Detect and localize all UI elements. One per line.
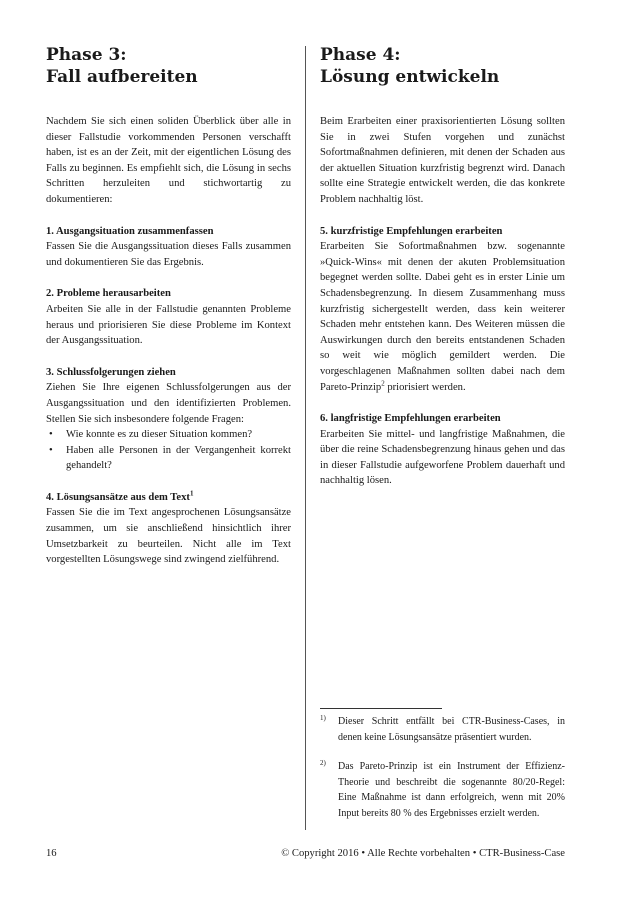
list-item-text: Haben alle Personen in der Vergangenheit korrekt gehandelt?	[66, 444, 291, 472]
footnote-2-mark: 2)	[320, 759, 326, 768]
page-number: 16	[46, 848, 57, 859]
footnote-2	[320, 759, 565, 821]
section-4-text: Fassen Sie die im Text angesprochenen Lösungsansätze zusammen, um sie anschließend hinsichtlich ihrer Umsetzbarkeit zu beurteilen. Nicht alle im Text vorgestellten Lösungswege sind zwingend zielführend.	[46, 507, 291, 566]
section-2-title: 2. Probleme herausarbeiten	[46, 288, 171, 300]
phase-3-heading	[46, 44, 291, 88]
footnote-ref-2[interactable]: 2	[381, 378, 385, 387]
copyright-notice: © Copyright 2016 • Alle Rechte vorbehalten • CTR-Business-Case	[281, 848, 565, 859]
phase-4-heading	[320, 44, 565, 88]
section-3	[46, 365, 291, 474]
list-item	[46, 443, 291, 474]
section-6	[320, 411, 565, 489]
footnote-ref-1[interactable]: 1	[189, 489, 194, 498]
list-item	[46, 427, 291, 443]
section-6-text: Erarbeiten Sie mittel- und langfristige Maßnahmen, die über die reine Schadensbegrenzung hinaus gehen und das in dieser Fallstudie aufgeworfene Problem dauerhaft und nachhaltig lösen.	[320, 428, 565, 487]
section-5-text-end: priorisiert werden.	[384, 381, 466, 393]
phase-3-intro: Nachdem Sie sich einen soliden Überblick über alle in dieser Fallstudie vorkommenden Personen verschafft haben, ist es an der Zeit, mit der eigentlichen Lösung des Falls zu beginnen. Es empfiehlt sich, die Lösung in sechs Schritten herzuleiten und stichwortartig zu dokumentieren:	[46, 116, 291, 205]
section-3-question-list	[46, 427, 291, 474]
right-column	[320, 44, 565, 489]
section-4-title-text: 4. Lösungsansätze aus dem Text	[46, 491, 190, 503]
section-3-title: 3. Schlussfolgerungen ziehen	[46, 366, 176, 378]
phase-4-title: Phase 4:	[320, 45, 401, 65]
section-2	[46, 286, 291, 348]
footnotes	[320, 712, 565, 822]
section-2-text: Arbeiten Sie alle in der Fallstudie genannten Probleme heraus und priorisieren Sie diese Probleme im Kontext der Ausgangssituation.	[46, 303, 291, 347]
section-3-text: Ziehen Sie Ihre eigenen Schlussfolgerungen aus der Ausgangssituation und den identifizierten Problemen. Stellen Sie sich insbesondere folgende Fragen:	[46, 382, 291, 425]
section-1-title: 1. Ausgangsituation zusammenfassen	[46, 225, 214, 237]
bullet-icon: •	[49, 444, 53, 456]
phase-3-subtitle: Fall aufbereiten	[46, 67, 198, 87]
section-4-title	[46, 490, 291, 506]
section-5-text	[320, 239, 565, 395]
section-1	[46, 224, 291, 271]
section-5-title: 5. kurzfristige Empfehlungen erarbeiten	[320, 225, 503, 237]
footnote-2-text: Das Pareto-Prinzip ist ein Instrument der Effizienz-Theorie und beschreibt die sogenannte 80/20-Regel: Eine Maßnahme ist dann erfolgreich, wenn mit 20% Input bereits 80 % des Ergebnisses erzielt werden.	[338, 761, 565, 819]
footnote-1-text: Dieser Schritt entfällt bei CTR-Business-Cases, in denen keine Lösungsansätze präsentiert wurden.	[338, 716, 565, 743]
section-4	[46, 490, 291, 568]
column-divider	[305, 46, 306, 830]
footnote-separator	[320, 708, 442, 709]
section-5	[320, 224, 565, 396]
section-6-title: 6. langfristige Empfehlungen erarbeiten	[320, 413, 501, 425]
phase-4-subtitle: Lösung entwickeln	[320, 67, 500, 87]
section-5-text-main: Erarbeiten Sie Sofortmaßnahmen bzw. sogenannte »Quick-Wins« mit denen der akuten Problemsituation begegnet werden sollte. Dabei geht es in erster Linie um Schadensbegrenzung. In diesem Zusammenhang muss kurzfristig sichergestellt werden, dass kein weiterer Schaden mehr entstehen kann. Des Weiteren müssen die Auswirkungen durch den bereits entstandenen Schaden so weit wie möglich gemildert werden. Die vorgeschlagenen Maßnahmen sollten dabei nach dem Pareto-Prinzip	[320, 241, 565, 393]
bullet-icon: •	[49, 429, 53, 441]
phase-4-intro: Beim Erarbeiten einer praxisorientierten Lösung sollten Sie in zwei Stufen vorgehen und zunächst Sofortmaßnahmen definieren, mit denen der Schaden aus der aktuellen Situation kurzfristig begrenzt wird. Danach sollte eine Strategie entwickelt werden, die das konkrete Problem nachhaltig löst.	[320, 116, 565, 205]
section-1-text: Fassen Sie die Ausgangssituation dieses Falls zusammen und dokumentieren Sie das Ergebnis.	[46, 241, 291, 268]
left-column	[46, 44, 291, 568]
list-item-text: Wie konnte es zu dieser Situation kommen?	[66, 429, 253, 441]
footnote-1	[320, 714, 565, 745]
phase-3-title: Phase 3:	[46, 45, 127, 65]
footnote-1-mark: 1)	[320, 714, 326, 722]
